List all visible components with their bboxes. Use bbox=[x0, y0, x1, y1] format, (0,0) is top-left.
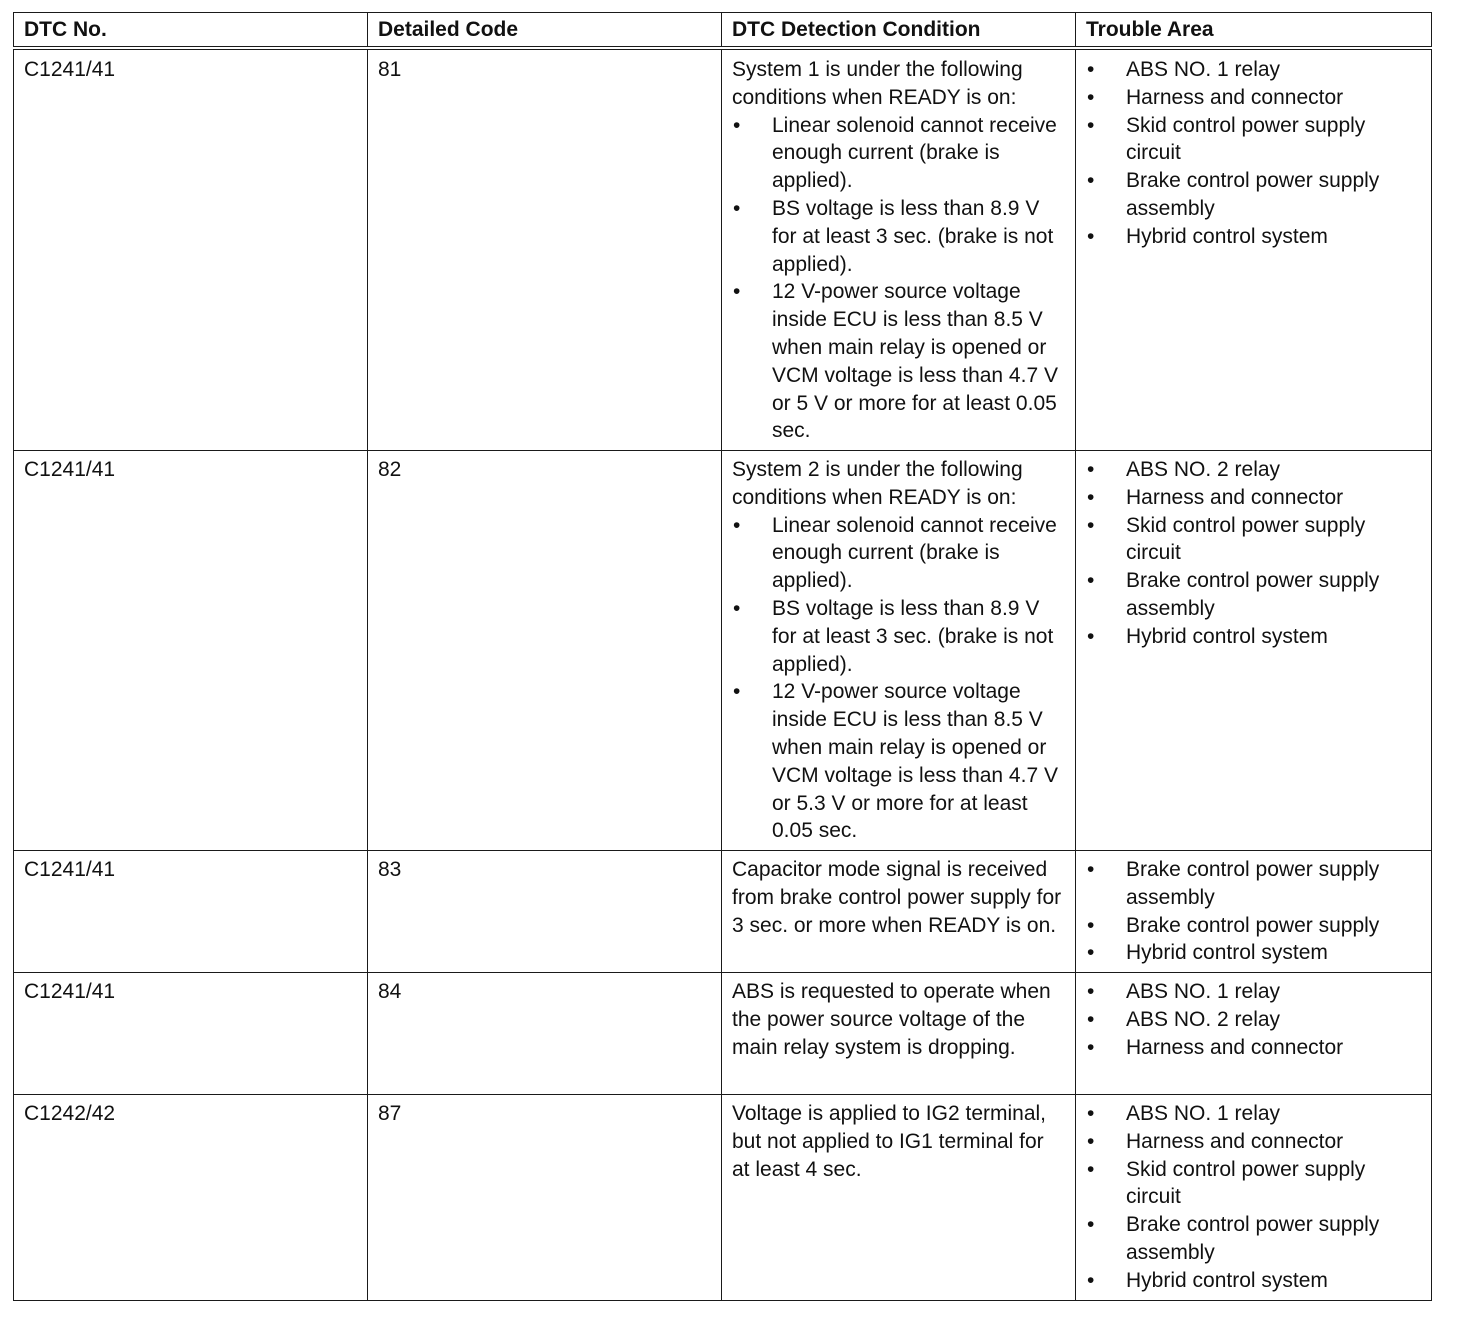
trouble-item: • Brake control power supply assembly bbox=[1086, 856, 1421, 912]
dtc-number: C1241/41 bbox=[14, 48, 368, 451]
condition-list bbox=[732, 112, 1065, 446]
table-row bbox=[14, 48, 1432, 451]
detection-condition bbox=[722, 48, 1076, 451]
condition-intro: System 1 is under the following conditions when READY is on: bbox=[732, 58, 1023, 109]
detailed-code: 81 bbox=[368, 48, 722, 451]
header-detailed-code: Detailed Code bbox=[368, 13, 722, 49]
condition-item: • 12 V-power source voltage inside ECU is less than 8.5 V when main relay is opened or VCM voltage is less than 4.7 V or 5 V or more for at least 0.05 sec. bbox=[732, 278, 1065, 445]
detection-condition bbox=[722, 973, 1076, 1095]
table-row bbox=[14, 973, 1432, 1095]
trouble-item: • Hybrid control system bbox=[1086, 1267, 1421, 1295]
detection-condition bbox=[722, 451, 1076, 851]
trouble-item: • Skid control power supply circuit bbox=[1086, 512, 1421, 568]
trouble-item: • Hybrid control system bbox=[1086, 939, 1421, 967]
detection-condition bbox=[722, 851, 1076, 973]
trouble-list bbox=[1086, 456, 1421, 651]
trouble-item: • Brake control power supply assembly bbox=[1086, 1211, 1421, 1267]
trouble-item: • ABS NO. 1 relay bbox=[1086, 56, 1421, 84]
trouble-item: • Skid control power supply circuit bbox=[1086, 112, 1421, 168]
trouble-item: • ABS NO. 1 relay bbox=[1086, 978, 1421, 1006]
condition-item: • 12 V-power source voltage inside ECU is less than 8.5 V when main relay is opened or VCM voltage is less than 4.7 V or 5.3 V or more for at least 0.05 sec. bbox=[732, 678, 1065, 845]
condition-item: • Linear solenoid cannot receive enough current (brake is applied). bbox=[732, 512, 1065, 595]
dtc-number: C1241/41 bbox=[14, 851, 368, 973]
trouble-list bbox=[1086, 56, 1421, 251]
trouble-item: • ABS NO. 2 relay bbox=[1086, 456, 1421, 484]
trouble-item: • Hybrid control system bbox=[1086, 223, 1421, 251]
trouble-area bbox=[1076, 1095, 1432, 1301]
trouble-list bbox=[1086, 1100, 1421, 1295]
trouble-area bbox=[1076, 851, 1432, 973]
table-row bbox=[14, 851, 1432, 973]
header-trouble-area: Trouble Area bbox=[1076, 13, 1432, 49]
table-row bbox=[14, 1095, 1432, 1301]
dtc-number: C1241/41 bbox=[14, 973, 368, 1095]
condition-item: • Linear solenoid cannot receive enough current (brake is applied). bbox=[732, 112, 1065, 195]
condition-list bbox=[732, 512, 1065, 846]
detailed-code: 84 bbox=[368, 973, 722, 1095]
trouble-area bbox=[1076, 48, 1432, 451]
condition-intro: Capacitor mode signal is received from brake control power supply for 3 sec. or more when READY is on. bbox=[732, 858, 1062, 937]
trouble-item: • Harness and connector bbox=[1086, 84, 1421, 112]
condition-intro: ABS is requested to operate when the power source voltage of the main relay system is dropping. bbox=[732, 980, 1051, 1059]
trouble-item: • ABS NO. 1 relay bbox=[1086, 1100, 1421, 1128]
header-detection-condition: DTC Detection Condition bbox=[722, 13, 1076, 49]
dtc-table bbox=[13, 12, 1432, 1301]
trouble-item: • ABS NO. 2 relay bbox=[1086, 1006, 1421, 1034]
condition-item: • BS voltage is less than 8.9 V for at least 3 sec. (brake is not applied). bbox=[732, 595, 1065, 678]
trouble-item: • Hybrid control system bbox=[1086, 623, 1421, 651]
trouble-item: • Skid control power supply circuit bbox=[1086, 1156, 1421, 1212]
detection-condition bbox=[722, 1095, 1076, 1301]
trouble-list bbox=[1086, 978, 1421, 1061]
trouble-item: • Brake control power supply assembly bbox=[1086, 567, 1421, 623]
condition-intro: Voltage is applied to IG2 terminal, but not applied to IG1 terminal for at least 4 sec. bbox=[732, 1102, 1047, 1181]
trouble-item: • Brake control power supply assembly bbox=[1086, 167, 1421, 223]
header-dtc-no: DTC No. bbox=[14, 13, 368, 49]
header-row bbox=[14, 13, 1432, 49]
condition-item: • BS voltage is less than 8.9 V for at least 3 sec. (brake is not applied). bbox=[732, 195, 1065, 278]
trouble-area bbox=[1076, 451, 1432, 851]
condition-intro: System 2 is under the following conditions when READY is on: bbox=[732, 458, 1023, 509]
trouble-item: • Harness and connector bbox=[1086, 1128, 1421, 1156]
trouble-list bbox=[1086, 856, 1421, 967]
trouble-item: • Brake control power supply bbox=[1086, 912, 1421, 940]
dtc-number: C1242/42 bbox=[14, 1095, 368, 1301]
detailed-code: 83 bbox=[368, 851, 722, 973]
trouble-item: • Harness and connector bbox=[1086, 1034, 1421, 1062]
detailed-code: 82 bbox=[368, 451, 722, 851]
table-row bbox=[14, 451, 1432, 851]
detailed-code: 87 bbox=[368, 1095, 722, 1301]
trouble-item: • Harness and connector bbox=[1086, 484, 1421, 512]
trouble-area bbox=[1076, 973, 1432, 1095]
dtc-number: C1241/41 bbox=[14, 451, 368, 851]
